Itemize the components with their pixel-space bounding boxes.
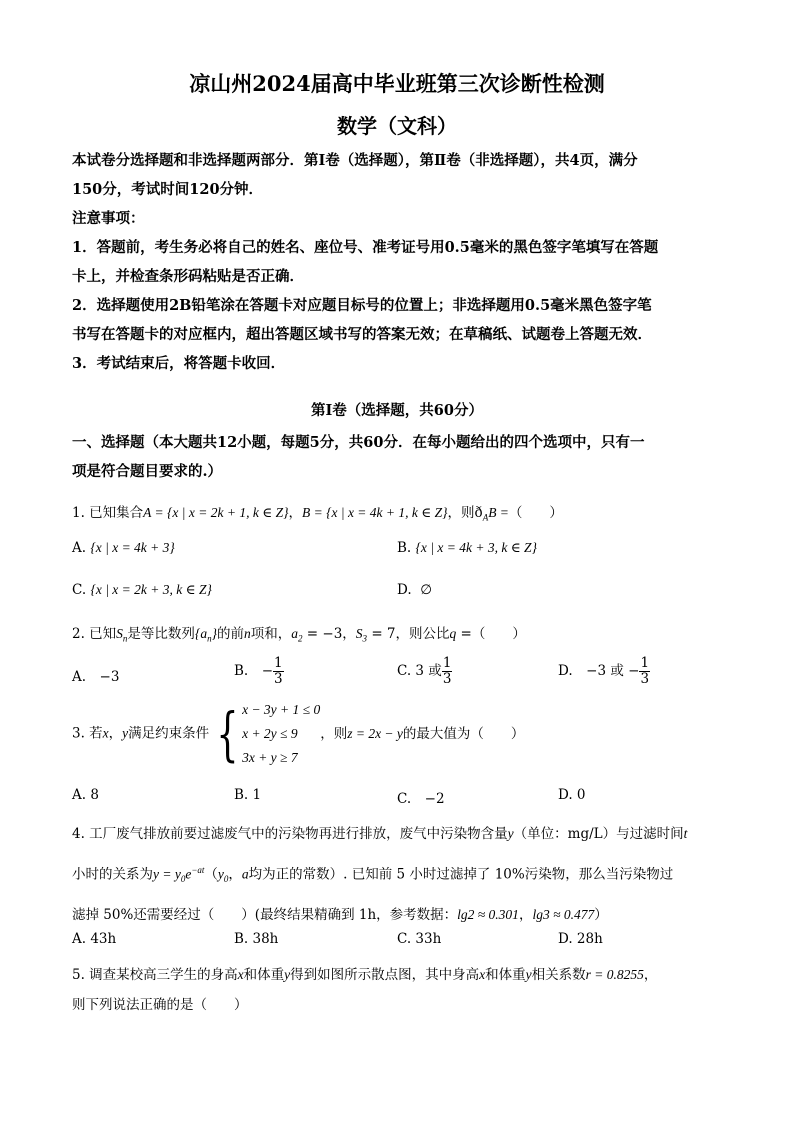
option-a: A. 43h (72, 931, 117, 947)
fraction-denominator: 3 (640, 671, 650, 687)
question-text: 和体重 (243, 967, 285, 983)
math-var: {a (194, 626, 208, 641)
math-expression: z = 2x − y (347, 726, 403, 741)
math-expression: B = {x | x = 4k + 1, k ∈ Z} (301, 505, 448, 520)
math-expression: lg3 ≈ 0.477 (532, 907, 595, 923)
section-heading-line: 项是符合题目要求的.） (72, 463, 223, 480)
math-var: y (507, 826, 514, 841)
option-d: D. 28h (558, 931, 603, 947)
option-c: C. −2 (397, 791, 445, 807)
question-line (72, 960, 732, 990)
question-text: ） (594, 907, 608, 924)
exam-title: 凉山州2024届高中毕业班第三次诊断性检测 (189, 71, 605, 96)
math-var: S (116, 626, 123, 641)
fraction-denominator: 3 (442, 671, 452, 687)
complement-symbol: ð (474, 505, 483, 521)
math-var: x (237, 967, 244, 982)
note-line: 书写在答题卡的对应框内，超出答题区域书写的答案无效；在草稿纸、试题卷上答题无效． (72, 326, 652, 343)
math-var: a (291, 626, 298, 641)
math-var: y (122, 725, 129, 741)
section-heading (72, 428, 724, 486)
question-text: 和体重 (485, 967, 526, 983)
exam-instructions (72, 146, 724, 378)
option-b: B. 38h (234, 931, 279, 947)
question-text: ， (108, 725, 123, 742)
math-var: } (211, 626, 217, 641)
constraint: 3x + y ≥ 7 (242, 750, 298, 765)
math-value: = −3， (302, 626, 356, 642)
math-var: x (479, 967, 486, 982)
math-sup: −at (191, 865, 205, 875)
option-label: B. (397, 540, 412, 556)
math-var: t (683, 826, 688, 841)
answer-blank: （ ） (508, 505, 563, 521)
question-text: 均为正的常数）. 已知前 5 小时过滤掉了 10%污染物，那么当污染物过 (248, 866, 674, 883)
math-value: = (456, 626, 472, 642)
option-text: B. − (234, 663, 274, 679)
math-var: n (243, 626, 251, 641)
question-5 (72, 960, 732, 1020)
math-sub: 2 (297, 633, 303, 644)
question-text: ，则 (447, 505, 475, 521)
option-c: C. 33h (397, 931, 442, 947)
math-var: a (241, 866, 249, 882)
option-a: A. 8 (72, 787, 99, 803)
question-text: 的最大值为（ ） (402, 726, 525, 742)
option-text: D. −3 或 − (558, 663, 640, 679)
option-text: {x | x = 4k + 3, k ∈ Z} (415, 540, 537, 555)
fraction (273, 656, 284, 687)
fraction-numerator: 1 (640, 655, 650, 671)
math-var: S (355, 626, 363, 641)
option-label: C. (72, 582, 87, 598)
math-expression: y = y (153, 866, 181, 882)
question-line: 则下列说法正确的是（ ） (72, 997, 248, 1013)
exam-subtitle: 数学（文科） (337, 114, 457, 138)
constraint: x − 3y + 1 ≤ 0 (242, 702, 321, 717)
question-line (72, 816, 732, 852)
intro-line: 150分，考试时间120分钟． (72, 181, 264, 198)
math-sub: 3 (362, 633, 368, 644)
question-line (72, 897, 732, 933)
complement-subscript: A (482, 512, 489, 523)
constraint: x + 2y ≤ 9 (242, 726, 298, 741)
math-value: = 7 (367, 626, 396, 642)
question-text: 5. 调查某校高三学生的身高 (72, 967, 238, 983)
option-text: ∅ (420, 582, 432, 598)
fraction (639, 656, 650, 687)
option-b (397, 540, 537, 556)
option-d: D. 0 (558, 787, 586, 803)
math-var: e (185, 866, 192, 882)
option-a: A. −3 (72, 669, 120, 685)
question-3 (72, 698, 732, 770)
question-text: 小时的关系为 (72, 866, 153, 883)
math-var: y (284, 967, 291, 982)
option-text: C. 3 或 (397, 663, 442, 679)
question-text: ，则公比 (395, 626, 450, 642)
question-text: 的前 (216, 626, 244, 642)
question-text: 是等比数列 (127, 626, 195, 642)
option-c (397, 656, 452, 687)
section-heading-line: 一、选择题（本大题共12小题，每题5分，共60分．在每小题给出的四个选项中，只有一 (72, 434, 645, 451)
question-text: ， (643, 967, 658, 983)
question-text: 相关系数 (531, 967, 586, 983)
question-text: 3. 若 (72, 725, 103, 742)
option-a (72, 540, 175, 556)
math-var: y (217, 866, 224, 882)
option-d (397, 582, 432, 598)
note-line: 3．考试结束后，将答题卡收回． (72, 355, 286, 372)
question-text: （ (204, 866, 218, 883)
question-text: 项和， (250, 626, 292, 642)
note-line: 2．选择题使用2B铅笔涂在答题卡对应题目标号的位置上；非选择题用0.5毫米黑色签字笔 (72, 297, 652, 314)
answer-blank: （ ） (471, 626, 526, 642)
question-text: 滤掉 50%还需要经过（ ）(最终结果精确到 1h，参考数据： (72, 907, 458, 924)
option-c (72, 582, 212, 598)
option-text: {x | x = 2k + 3, k ∈ Z} (90, 582, 212, 597)
question-1: 1. 已知集合A = {x | x = 2k + 1, k ∈ Z}，B = {x | x = 4k + 1, k ∈ Z}，则$ð_AB$ =（ ） (72, 505, 563, 523)
math-expression: B = (488, 505, 509, 520)
option-label: D. (397, 582, 412, 598)
question-text: （单位：mg/L）与过滤时间 (513, 826, 684, 842)
math-sub: 0 (223, 874, 229, 885)
notes-title: 注意事项： (72, 210, 145, 227)
math-expression: A = {x | x = 2k + 1, k ∈ Z} (143, 505, 289, 520)
question-text: ，则 (320, 726, 348, 742)
fraction (442, 656, 453, 687)
fraction-numerator: 1 (442, 655, 452, 671)
math-sub: 0 (180, 874, 186, 885)
question-text: ， (228, 866, 242, 883)
question-text: 4. 工厂废气排放前要过滤废气中的污染物再进行排放，废气中污染物含量 (72, 826, 508, 842)
fraction-numerator: 1 (274, 655, 283, 671)
option-b (234, 656, 284, 687)
math-var: y (525, 967, 532, 982)
question-2 (72, 624, 724, 649)
option-label: A. (72, 540, 87, 556)
left-brace: { (216, 700, 239, 768)
option-b: B. 1 (234, 787, 262, 803)
math-sub: n (122, 633, 128, 644)
question-text: 得到如图所示散点图，其中身高 (290, 967, 480, 983)
math-expression: lg2 ≈ 0.301 (457, 907, 519, 923)
option-d (558, 656, 650, 687)
question-text: 2. 已知 (72, 626, 117, 642)
math-var: x (102, 725, 109, 741)
math-expression: r = 0.8255 (585, 967, 644, 982)
note-line: 1．答题前，考生务必将自己的姓名、座位号、准考证号用0.5毫米的黑色签字笔填写在答题 (72, 239, 659, 256)
math-var: q (449, 626, 457, 641)
fraction-denominator: 3 (274, 671, 283, 687)
math-sub: n (207, 633, 212, 644)
section-title: 第Ⅰ卷（选择题，共60分） (311, 402, 483, 419)
option-text: {x | x = 4k + 3} (90, 540, 175, 555)
question-text: 满足约束条件 (128, 725, 210, 742)
intro-line: 本试卷分选择题和非选择题两部分．第Ⅰ卷（选择题），第Ⅱ卷（非选择题），共4页，满分 (72, 152, 638, 169)
question-line (72, 852, 732, 897)
question-text: 1. 已知集合 (72, 505, 144, 521)
constraint-system (242, 698, 320, 770)
note-line: 卡上，并检查条形码粘贴是否正确． (72, 268, 304, 285)
question-4 (72, 816, 732, 933)
question-text: ， (518, 907, 533, 924)
